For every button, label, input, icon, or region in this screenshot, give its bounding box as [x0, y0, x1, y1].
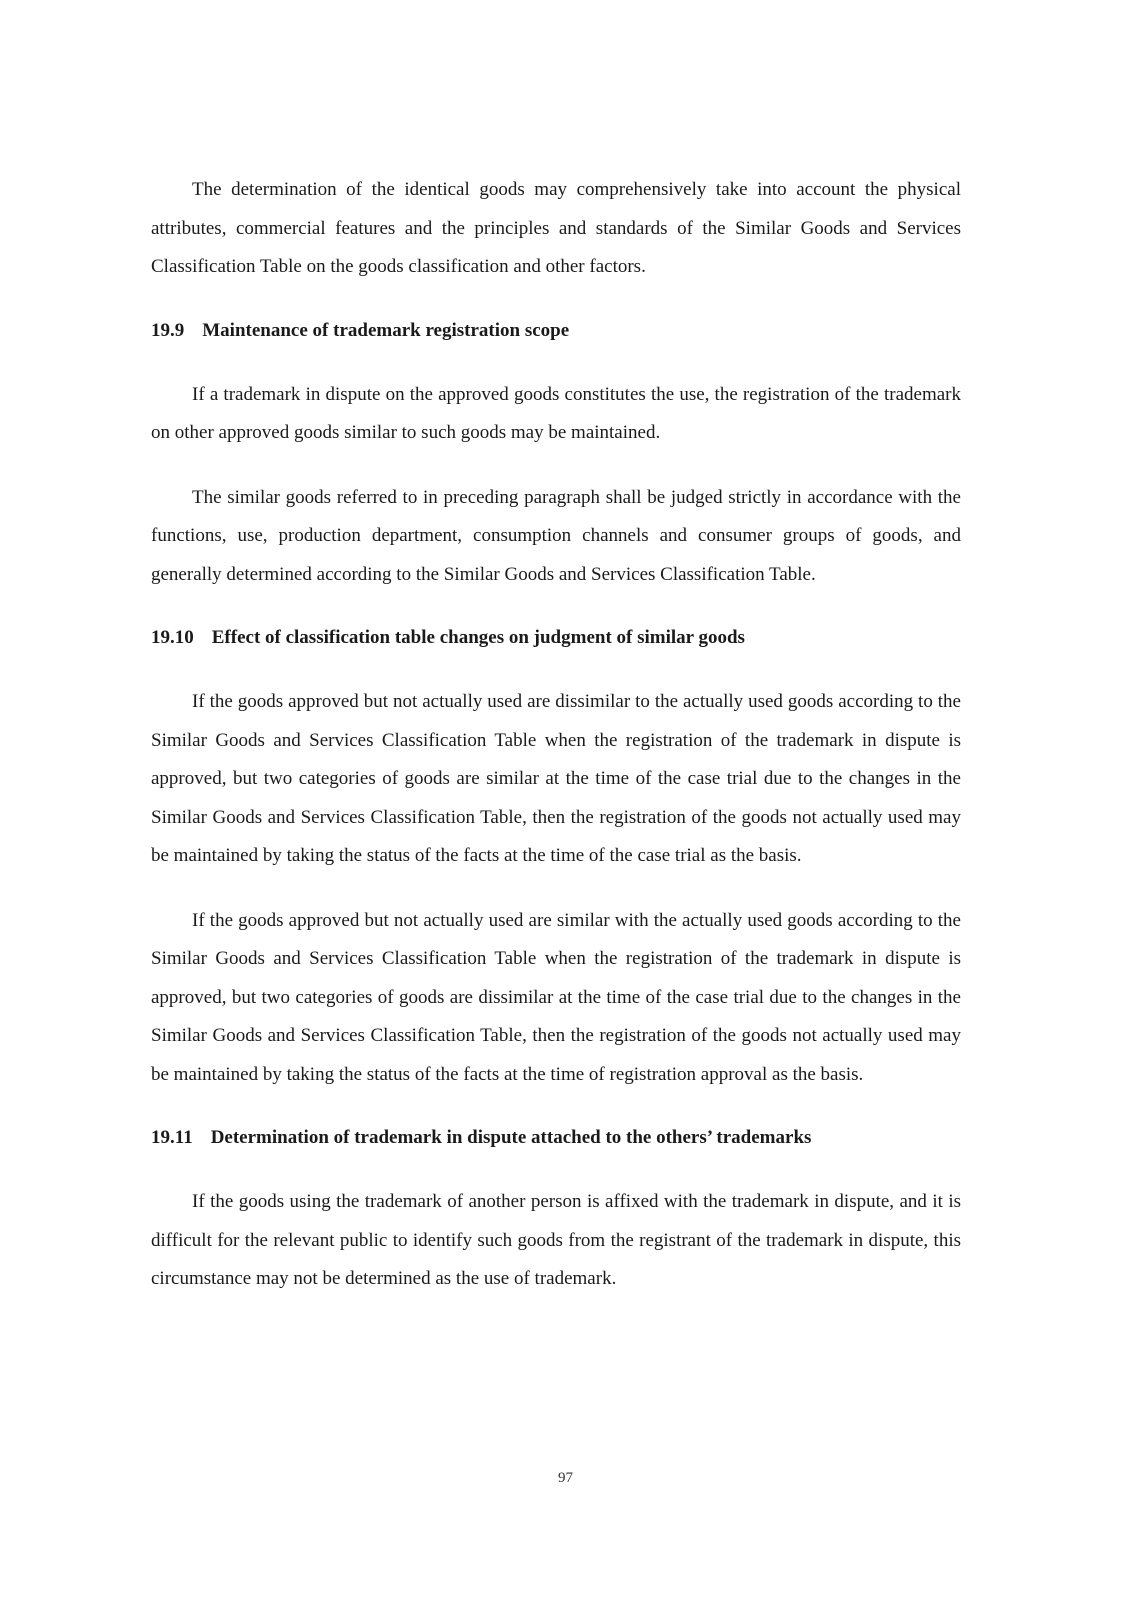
paragraph: If the goods approved but not actually used are similar with the actually used goods according to the Similar Goods and Services Classification Table when the registration of the trademark in dispute is approved, but two categories of goods are dissimilar at the time of the case trial due to the changes in the Similar Goods and Services Classification Table, then the registration of the goods not actually used may be maintained by taking the status of the facts at the time of registration approval as the basis.: [151, 909, 961, 1085]
section-number: 19.11: [151, 1127, 193, 1148]
page-number: 97: [558, 1470, 573, 1486]
section-heading-19-11: [151, 1119, 961, 1157]
section-heading-19-10: [151, 619, 961, 657]
paragraph: If the goods approved but not actually used are dissimilar to the actually used goods according to the Similar Goods and Services Classification Table when the registration of the trademark in dispute is approved, but two categories of goods are similar at the time of the case trial due to the changes in the Similar Goods and Services Classification Table, then the registration of the goods not actually used may be maintained by taking the status of the facts at the time of the case trial as the basis.: [151, 691, 961, 866]
paragraph: The similar goods referred to in preceding paragraph shall be judged strictly in accordance with the functions, use, production department, consumption channels and consumer groups of goods, and generally determined according to the Similar Goods and Services Classification Table.: [151, 486, 961, 585]
section-number: 19.10: [151, 627, 194, 648]
section-heading-19-9: [151, 312, 961, 350]
section-title: Maintenance of trademark registration scope: [202, 319, 570, 341]
paragraph: If the goods using the trademark of another person is affixed with the trademark in dispute, and it is difficult for the relevant public to identify such goods from the registrant of the trademark in dispute, this circumstance may not be determined as the use of trademark.: [151, 1191, 961, 1289]
section-number: 19.9: [151, 319, 185, 341]
section-title: Determination of trademark in dispute attached to the others’ trademarks: [210, 1127, 812, 1148]
section-title: Effect of classification table changes on judgment of similar goods: [211, 627, 745, 648]
paragraph: If a trademark in dispute on the approved goods constitutes the use, the registration of the trademark on other approved goods similar to such goods may be maintained.: [151, 383, 961, 443]
paragraph: The determination of the identical goods may comprehensively take into account the physical attributes, commercial features and the principles and standards of the Similar Goods and Services Classification Table on the goods classification and other factors.: [151, 179, 961, 277]
page-body: [151, 171, 961, 1299]
